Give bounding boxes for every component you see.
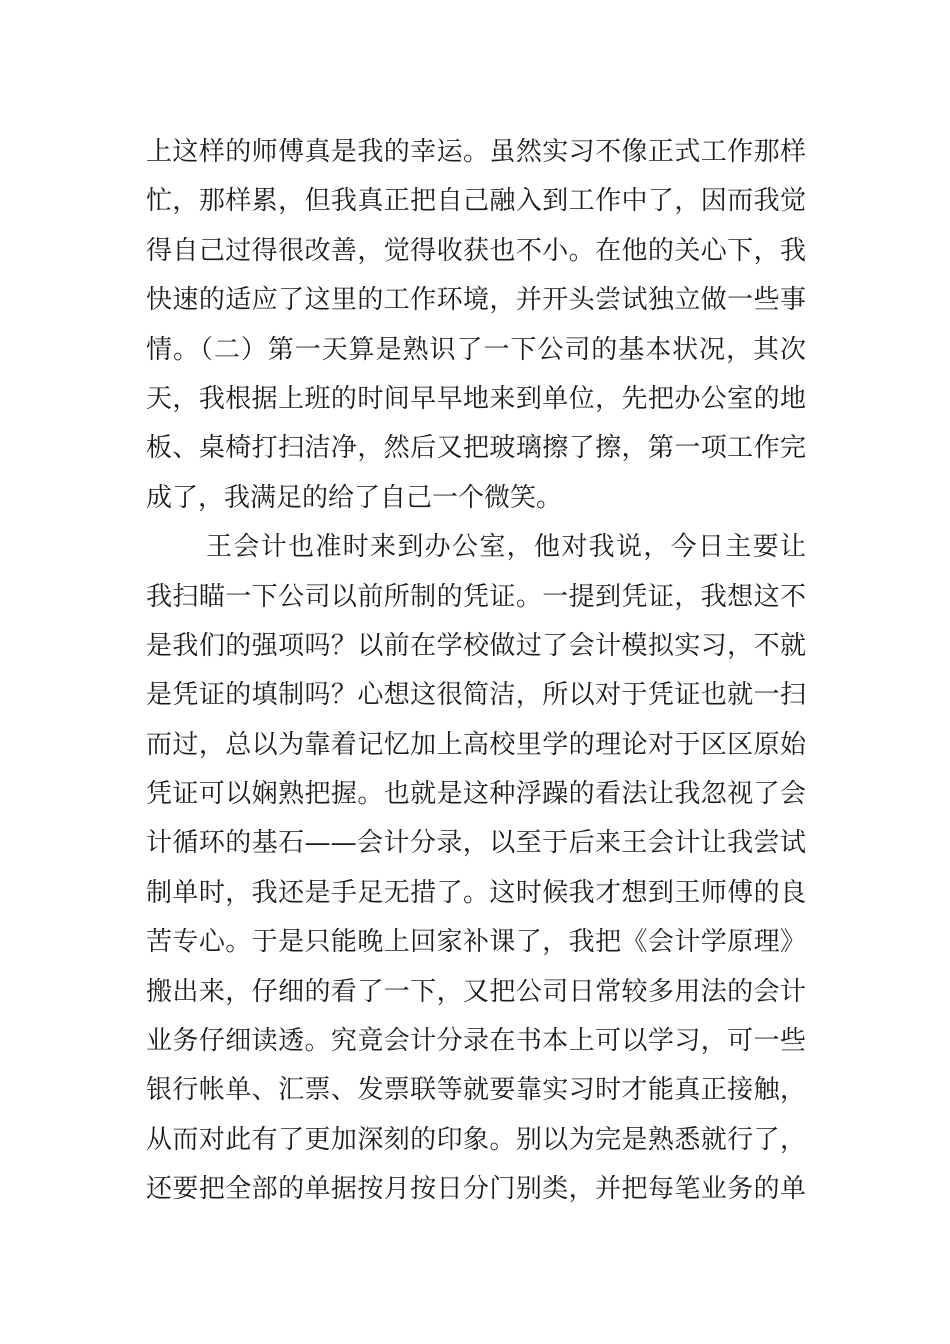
document-body: [146, 128, 806, 1215]
text-line: 情。（二）第一天算是熟识了一下公司的基本状况，其次: [146, 334, 806, 365]
text-line: 凭证可以娴熟把握。也就是这种浮躁的看法让我忽视了会: [146, 779, 806, 810]
text-line: 业务仔细读透。究竟会计分录在书本上可以学习，可一些: [146, 1026, 806, 1057]
text-line: 而过，总以为靠着记忆加上高校里学的理论对于区区原始: [146, 729, 806, 760]
text-line: 得自己过得很改善，觉得收获也不小。在他的关心下，我: [146, 235, 806, 266]
text-line: 成了，我满足的给了自己一个微笑。: [146, 482, 563, 513]
paragraph-1: [146, 128, 806, 523]
text-line: 还要把全部的单据按月按日分门别类，并把每笔业务的单: [146, 1174, 806, 1205]
text-line: 计循环的基石——会计分录，以至于后来王会计让我尝试: [146, 828, 806, 859]
text-line: 银行帐单、汇票、发票联等就要靠实习时才能真正接触，: [146, 1075, 806, 1106]
text-line: 快速的适应了这里的工作环境，并开头尝试独立做一些事: [146, 285, 806, 316]
text-line: 从而对此有了更加深刻的印象。别以为完是熟悉就行了，: [146, 1124, 806, 1155]
text-line: 是我们的强项吗？以前在学校做过了会计模拟实习，不就: [146, 630, 806, 661]
text-line: 制单时，我还是手足无措了。这时候我才想到王师傅的良: [146, 877, 806, 908]
text-line: 板、桌椅打扫洁净，然后又把玻璃擦了擦，第一项工作完: [146, 433, 806, 464]
paragraph-2: [146, 523, 806, 1214]
text-line: 苦专心。于是只能晚上回家补课了，我把《会计学原理》: [146, 927, 806, 958]
text-line: 搬出来，仔细的看了一下，又把公司日常较多用法的会计: [146, 976, 806, 1007]
text-line: 是凭证的填制吗？心想这很简洁，所以对于凭证也就一扫: [146, 680, 806, 711]
text-line: 天，我根据上班的时间早早地来到单位，先把办公室的地: [146, 383, 806, 414]
text-line: 王会计也准时来到办公室，他对我说，今日主要让: [206, 532, 806, 563]
text-line: 忙，那样累，但我真正把自己融入到工作中了，因而我觉: [146, 186, 806, 217]
text-line: 我扫瞄一下公司以前所制的凭证。一提到凭证，我想这不: [146, 581, 806, 612]
text-line: 上这样的师傅真是我的幸运。虽然实习不像正式工作那样: [146, 137, 806, 167]
